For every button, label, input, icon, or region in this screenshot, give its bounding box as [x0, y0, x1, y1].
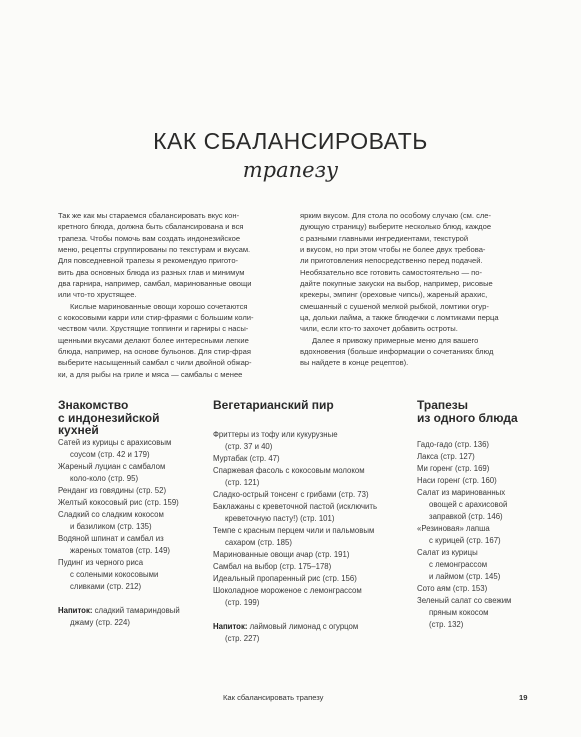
- menu-item: Ренданг из говядины (стр. 52): [58, 486, 167, 495]
- menu-drink: [213, 621, 403, 645]
- menu-item: Лакса (стр. 127): [417, 452, 475, 461]
- menu-item: Спаржевая фасоль с кокосовым молоком (стр. 121): [213, 466, 365, 487]
- menu-item: Сладко-острый тонсенг с грибами (стр. 73): [213, 490, 369, 499]
- menu-heading: Трапезы из одного блюда: [417, 398, 518, 425]
- intro-paragraph: Далее я привожу примерные меню для вашего вдохновения (больше информации о сочетаниях блюд вы найдете в конце рецептов).: [300, 335, 494, 368]
- menu-vegetarian-feast: [213, 399, 403, 645]
- intro-column-right: [300, 210, 534, 369]
- page-title: КАК СБАЛАНСИРОВАТЬ: [153, 128, 428, 154]
- menu-item: Сладкий со сладким кокосом и базиликом (стр. 135): [58, 510, 164, 531]
- menu-item: Ми горенг (стр. 169): [417, 464, 490, 473]
- menu-item: Темпе с красным перцем чили и пальмовым сахаром (стр. 185): [213, 526, 375, 547]
- menu-item: «Резиновая» лапша с курицей (стр. 167): [417, 524, 501, 545]
- menu-item: Баклажаны с креветочной пастой (исключить креветочную пасту!) (стр. 101): [213, 502, 378, 523]
- menu-one-dish-meals: [417, 399, 537, 631]
- menu-item: Жареный луциан с самбалом коло-коло (стр. 95): [58, 462, 166, 483]
- menu-item: Маринованные овощи ачар (стр. 191): [213, 550, 350, 559]
- menu-item: Идеальный пропаренный рис (стр. 156): [213, 574, 357, 583]
- menu-drink: [58, 605, 198, 629]
- menu-item: Пудинг из черного риса с солеными кокосовыми сливками (стр. 212): [58, 558, 159, 591]
- menu-intro-to-indonesian: [58, 399, 198, 629]
- menu-item: Желтый кокосовый рис (стр. 159): [58, 498, 179, 507]
- intro-paragraph: Кислые маринованные овощи хорошо сочетаются с кокосовыми карри или стир-фраями с большим коли- чеством чили. Хрустящие топпинги и гарниры с насы- щенными вкусами делают более интересными легкие блюда, например, на основе бульонов. Для стир-фрая выберите насыщенный самбал с чили двойной обжар- ки, а для рыбы на гриле и мяса — самбалы с менее: [58, 301, 254, 379]
- menu-item: Шоколадное мороженое с лемонграссом (стр. 199): [213, 586, 362, 607]
- menu-item: Муртабак (стр. 47): [213, 454, 280, 463]
- intro-column-left: [58, 210, 290, 380]
- menu-item: Салат из маринованных овощей с арахисовой заправкой (стр. 146): [417, 488, 508, 521]
- intro-paragraph: Так же как мы стараемся сбалансировать вкус кон- кретного блюда, должна быть сбалансирована и вся трапеза. Чтобы помочь вам создать индонезийское меню, рецепты сгруппированы по текстурам и вкусам. Для повседневной трапезы я рекомендую пригото- вить два основных блюда из разных глав и минимум два гарнира, например, самбал, маринованные овощи или что-то хрустящее.: [58, 211, 252, 300]
- menu-item: Сото аям (стр. 153): [417, 584, 488, 593]
- menu-item: Сатей из курицы с арахисовым соусом (стр. 42 и 179): [58, 438, 172, 459]
- menu-item: Самбал на выбор (стр. 175–178): [213, 562, 332, 571]
- drink-text: лаймовый лимонад с огурцом (стр. 227): [225, 622, 359, 643]
- page-subtitle: трапезу: [242, 158, 339, 182]
- drink-text: сладкий тамариндовый джаму (стр. 224): [70, 606, 180, 627]
- menu-heading: Знакомство с индонезийской кухней: [58, 398, 160, 437]
- intro-paragraph: ярким вкусом. Для стола по особому случаю (см. сле- дующую страницу) выберите несколько блюд, каждое с разными главными ингредиентами, текстурой и вкусом, но при этом чтобы не более двух требова- ли приготовления непосредственно перед подачей. Необязательно все готовить самостоятельно — по- дайте покупные закуски на выбор, например, рисовые крекеры, эмпинг (ореховые чипсы), жареный арахис, смешанный с сушеной мелкой рыбкой, ломтики огур- ца, дольки лайма, а также блюдечки с ломтиками перца чили, если кто-то захочет добавить остроты.: [300, 211, 499, 334]
- drink-label: Напиток:: [213, 622, 248, 631]
- menu-item: Гадо-гадо (стр. 136): [417, 440, 490, 449]
- menu-item: Водяной шпинат и самбал из жареных томатов (стр. 149): [58, 534, 171, 555]
- menu-item: Зеленый салат со свежим пряным кокосом (стр. 132): [417, 596, 512, 629]
- page-number: 19: [519, 693, 528, 702]
- menu-heading: Вегетарианский пир: [213, 398, 334, 412]
- menu-item: Наси горенг (стр. 160): [417, 476, 497, 485]
- menu-item: Салат из курицы с лемонграссом и лаймом (стр. 145): [417, 548, 501, 581]
- menu-item: Фриттеры из тофу или кукурузные (стр. 37 и 40): [213, 430, 338, 451]
- footer-title: Как сбалансировать трапезу: [223, 693, 324, 702]
- drink-label: Напиток:: [58, 606, 93, 615]
